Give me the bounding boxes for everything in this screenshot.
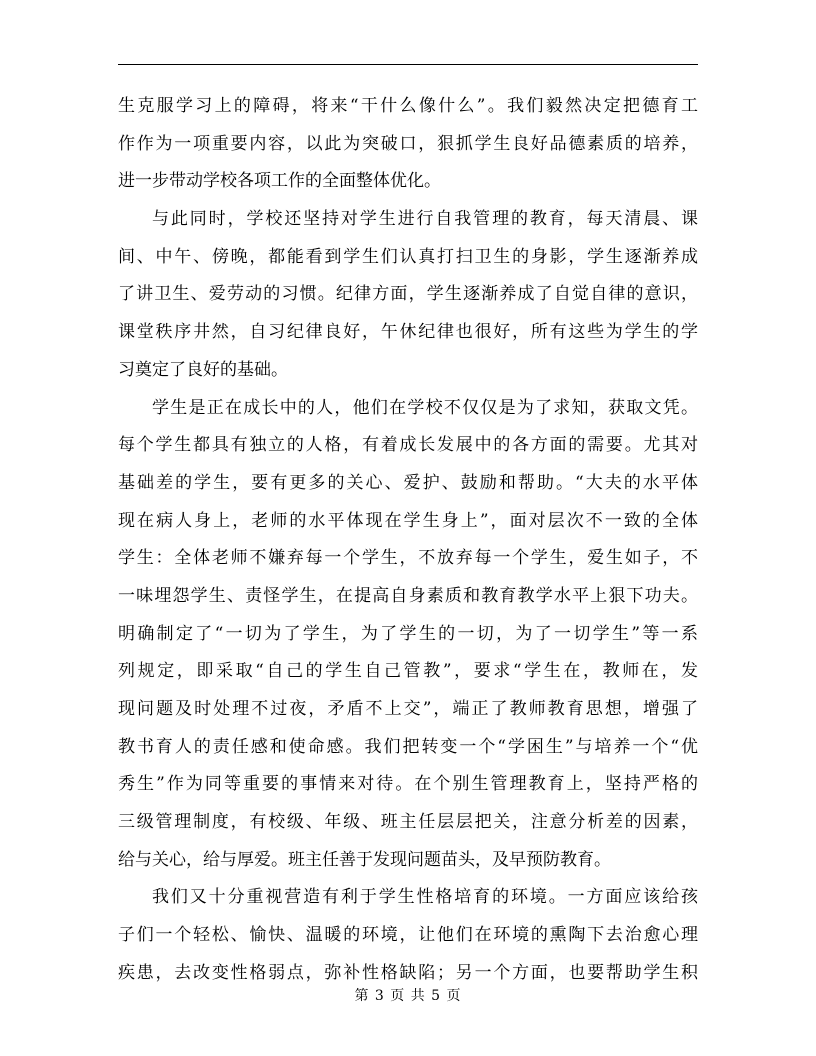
text-line: 秀生”作为同等重要的事情来对待。在个别生管理教育上，坚持严格的 [118, 774, 698, 795]
text-line: 子们一个轻松、愉快、温暖的环境，让他们在环境的熏陶下去治愈心理 [118, 925, 698, 946]
text-line: 进一步带动学校各项工作的全面整体优化。 [118, 171, 441, 192]
text-line: 疾患，去改变性格弱点，弥补性格缺陷；另一个方面，也要帮助学生积 [118, 962, 698, 983]
page-number-label: 第 3 页 共 5 页 [354, 988, 462, 1004]
page-footer [0, 986, 816, 1006]
document-body [118, 88, 698, 993]
text-line: 我们又十分重视营造有利于学生性格培育的环境。一方面应该给孩 [152, 887, 698, 908]
text-line: 基础差的学生，要有更多的关心、爱护、鼓励和帮助。“大夫的水平体 [118, 472, 698, 493]
text-line: 了讲卫生、爱劳动的习惯。纪律方面，学生逐渐养成了自觉自律的意识， [118, 284, 698, 305]
text-line: 与此同时，学校还坚持对学生进行自我管理的教育，每天清晨、课 [152, 209, 698, 230]
text-line: 学生是正在成长中的人，他们在学校不仅仅是为了求知，获取文凭。 [152, 397, 698, 418]
text-line: 生克服学习上的障碍，将来“干什么像什么”。我们毅然决定把德育工 [118, 96, 698, 116]
text-line: 三级管理制度，有校级、年级、班主任层层把关，注意分析差的因素， [118, 812, 698, 833]
text-line: 现问题及时处理不过夜，矛盾不上交”，端正了教师教育思想，增强了 [118, 699, 698, 719]
text-line: 一味埋怨学生、责怪学生，在提高自身素质和教育教学水平上狠下功夫。 [118, 585, 698, 606]
text-line: 课堂秩序井然，自习纪律良好，午休纪律也很好，所有这些为学生的学 [118, 322, 698, 343]
text-line: 现在病人身上，老师的水平体现在学生身上”，面对层次不一致的全体 [118, 510, 698, 531]
text-line: 每个学生都具有独立的人格，有着成长发展中的各方面的需要。尤其对 [118, 435, 698, 456]
text-line: 明确制定了“一切为了学生，为了学生的一切，为了一切学生”等一系 [118, 623, 698, 644]
header-rule [118, 64, 698, 65]
text-line: 列规定，即采取“自己的学生自己管教”，要求“学生在，教师在，发 [118, 661, 698, 682]
text-line: 作作为一项重要内容，以此为突破口，狠抓学生良好品德素质的培养， [118, 133, 698, 154]
text-line: 学生：全体老师不嫌弃每一个学生，不放弃每一个学生，爱生如子，不 [118, 548, 698, 569]
text-line: 教书育人的责任感和使命感。我们把转变一个“学困生”与培养一个“优 [118, 736, 698, 757]
text-line: 间、中午、傍晚，都能看到学生们认真打扫卫生的身影，学生逐渐养成 [118, 246, 698, 267]
text-line: 习奠定了良好的基础。 [118, 359, 288, 380]
text-line: 给与关心，给与厚爱。班主任善于发现问题苗头，及早预防教育。 [118, 849, 611, 870]
